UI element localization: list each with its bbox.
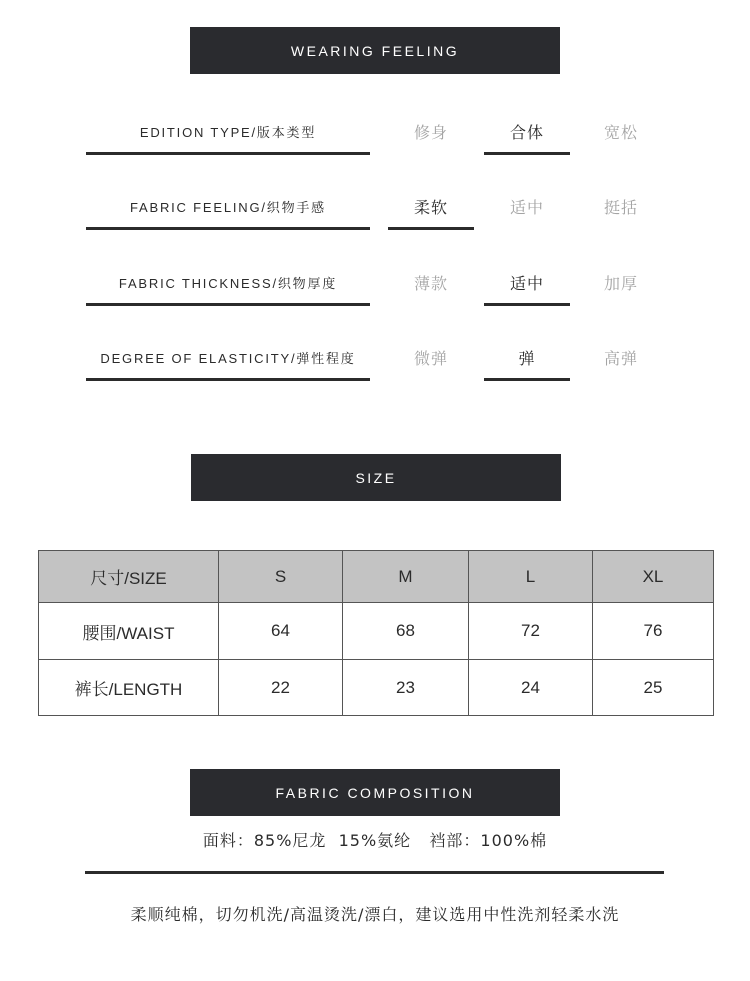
row-label: 腰围/WAIST — [39, 603, 219, 660]
table-cell: 25 — [593, 660, 714, 716]
table-row — [39, 603, 714, 660]
feeling-option: 薄款 — [413, 273, 448, 293]
feeling-label: FABRIC THICKNESS/织物厚度 — [118, 275, 338, 291]
table-cell: 24 — [469, 660, 593, 716]
composition-divider — [85, 871, 664, 874]
size-table-header-row — [39, 551, 714, 603]
feeling-option: 修身 — [413, 122, 448, 142]
feeling-option: 挺括 — [603, 197, 638, 217]
feeling-option: 宽松 — [603, 122, 638, 142]
size-table-header: S — [219, 551, 343, 603]
table-cell: 23 — [343, 660, 469, 716]
table-cell: 68 — [343, 603, 469, 660]
feeling-label: DEGREE OF ELASTICITY/弹性程度 — [100, 350, 356, 366]
care-instructions: 柔顺纯棉，切勿机洗/高温烫洗/漂白，建议选用中性洗剂轻柔水洗 — [130, 905, 620, 924]
feeling-row-fabric-feeling — [0, 186, 750, 246]
size-table — [38, 550, 714, 716]
feeling-divider — [86, 378, 370, 381]
composition-text: 面料：85%尼龙 15%氨纶 裆部：100%棉 — [202, 831, 548, 850]
size-table-header: 尺寸/SIZE — [39, 551, 219, 603]
table-cell: 22 — [219, 660, 343, 716]
feeling-option-selected: 弹 — [484, 337, 570, 377]
feeling-option: 适中 — [509, 197, 544, 217]
feeling-option: 加厚 — [603, 273, 638, 293]
table-cell: 72 — [469, 603, 593, 660]
feeling-label: FABRIC FEELING/织物手感 — [129, 199, 326, 215]
wearing-feeling-banner: WEARING FEELING — [190, 27, 560, 74]
feeling-label: EDITION TYPE/版本类型 — [139, 124, 317, 140]
feeling-row-fabric-thickness — [0, 262, 750, 322]
feeling-divider — [86, 152, 370, 155]
row-label: 裤长/LENGTH — [39, 660, 219, 716]
size-banner: SIZE — [191, 454, 561, 501]
size-table-header: L — [469, 551, 593, 603]
feeling-option-selected: 合体 — [484, 111, 570, 151]
feeling-row-elasticity — [0, 337, 750, 397]
feeling-option-selected: 柔软 — [388, 186, 474, 226]
feeling-divider — [86, 227, 370, 230]
table-cell: 76 — [593, 603, 714, 660]
feeling-option-selected: 适中 — [484, 262, 570, 302]
fabric-composition-banner: FABRIC COMPOSITION — [190, 769, 560, 816]
table-cell: 64 — [219, 603, 343, 660]
table-row — [39, 660, 714, 716]
feeling-option: 高弹 — [603, 348, 638, 368]
feeling-divider — [86, 303, 370, 306]
feeling-row-edition-type — [0, 111, 750, 171]
size-table-header: XL — [593, 551, 714, 603]
size-table-header: M — [343, 551, 469, 603]
feeling-option: 微弹 — [413, 348, 448, 368]
